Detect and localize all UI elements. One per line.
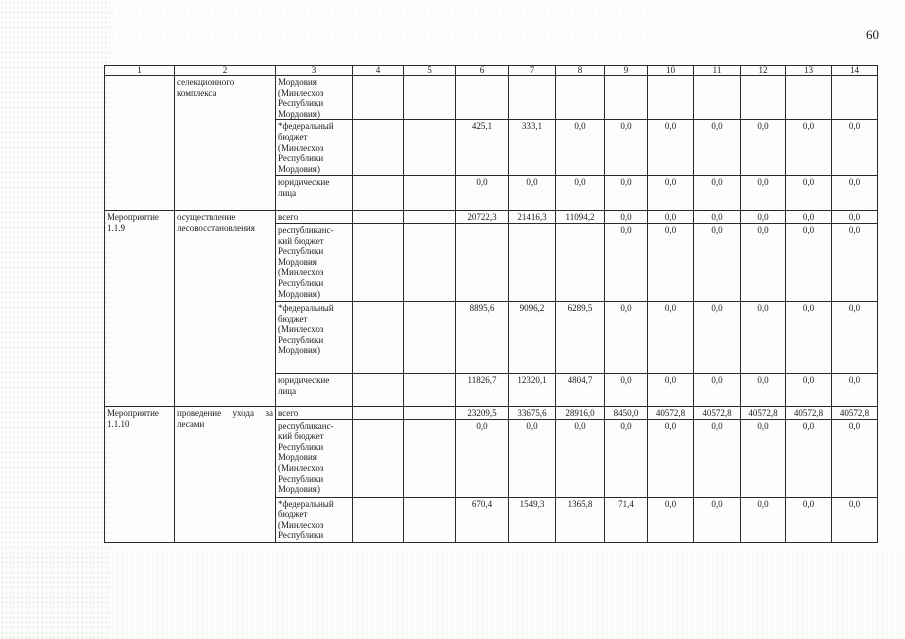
value-cell-col-5: [404, 301, 456, 373]
value-cell-col-11: 40572,8: [694, 406, 741, 419]
column-number-14: 14: [832, 66, 878, 76]
funding-source-cell: всего: [276, 211, 353, 224]
value-cell-col-10: [648, 76, 694, 120]
value-cell-col-8: 6289,5: [556, 301, 605, 373]
value-cell-col-10: 0,0: [648, 120, 694, 176]
value-cell-col-5: [404, 373, 456, 406]
scan-noise-bottom: [0, 548, 905, 639]
value-cell-col-5: [404, 211, 456, 224]
value-cell-col-11: 0,0: [694, 211, 741, 224]
measure-id-cell: Мероприятие 1.1.10: [105, 406, 175, 542]
value-cell-col-8: 0,0: [556, 120, 605, 176]
table-row: [105, 211, 878, 224]
value-cell-col-11: [694, 76, 741, 120]
value-cell-col-8: 11094,2: [556, 211, 605, 224]
value-cell-col-4: [353, 301, 404, 373]
value-cell-col-13: 0,0: [786, 176, 832, 211]
value-cell-col-4: [353, 419, 404, 497]
value-cell-col-11: 0,0: [694, 497, 741, 542]
value-cell-col-13: 0,0: [786, 211, 832, 224]
value-cell-col-12: [741, 76, 786, 120]
value-cell-col-4: [353, 76, 404, 120]
value-cell-col-7: 333,1: [509, 120, 556, 176]
value-cell-col-9: [605, 76, 648, 120]
value-cell-col-10: 0,0: [648, 211, 694, 224]
column-number-10: 10: [648, 66, 694, 76]
value-cell-col-4: [353, 120, 404, 176]
value-cell-col-7: 9096,2: [509, 301, 556, 373]
value-cell-col-12: 0,0: [741, 223, 786, 301]
funding-source-cell: всего: [276, 406, 353, 419]
value-cell-col-14: 0,0: [832, 373, 878, 406]
scan-noise-top: [110, 0, 670, 60]
value-cell-col-6: 8895,6: [456, 301, 509, 373]
value-cell-col-14: 40572,8: [832, 406, 878, 419]
value-cell-col-5: [404, 419, 456, 497]
value-cell-col-14: 0,0: [832, 120, 878, 176]
value-cell-col-10: 0,0: [648, 223, 694, 301]
value-cell-col-9: 0,0: [605, 301, 648, 373]
value-cell-col-9: 0,0: [605, 223, 648, 301]
value-cell-col-5: [404, 223, 456, 301]
value-cell-col-5: [404, 406, 456, 419]
value-cell-col-12: 0,0: [741, 120, 786, 176]
value-cell-col-12: 0,0: [741, 497, 786, 542]
value-cell-col-8: 28916,0: [556, 406, 605, 419]
value-cell-col-12: 40572,8: [741, 406, 786, 419]
value-cell-col-7: 33675,6: [509, 406, 556, 419]
value-cell-col-9: 0,0: [605, 211, 648, 224]
value-cell-col-8: 1365,8: [556, 497, 605, 542]
value-cell-col-11: 0,0: [694, 223, 741, 301]
value-cell-col-14: 0,0: [832, 211, 878, 224]
funding-source-cell: юридические лица: [276, 176, 353, 211]
value-cell-col-13: [786, 76, 832, 120]
value-cell-col-10: 0,0: [648, 497, 694, 542]
value-cell-col-14: 0,0: [832, 497, 878, 542]
value-cell-col-8: 0,0: [556, 419, 605, 497]
value-cell-col-5: [404, 120, 456, 176]
value-cell-col-9: 71,4: [605, 497, 648, 542]
budget-table: [104, 65, 878, 543]
value-cell-col-6: 20722,3: [456, 211, 509, 224]
value-cell-col-8: 0,0: [556, 176, 605, 211]
value-cell-col-11: 0,0: [694, 419, 741, 497]
funding-source-cell: *федеральный бюджет (Минлесхоз Республики Мордовия): [276, 301, 353, 373]
column-number-12: 12: [741, 66, 786, 76]
funding-source-cell: юридические лица: [276, 373, 353, 406]
value-cell-col-11: 0,0: [694, 120, 741, 176]
column-number-3: 3: [276, 66, 353, 76]
column-number-13: 13: [786, 66, 832, 76]
value-cell-col-8: 4804,7: [556, 373, 605, 406]
value-cell-col-12: 0,0: [741, 301, 786, 373]
value-cell-col-6: 11826,7: [456, 373, 509, 406]
table-row: [105, 76, 878, 120]
value-cell-col-8: [556, 76, 605, 120]
value-cell-col-7: 0,0: [509, 419, 556, 497]
value-cell-col-10: 0,0: [648, 176, 694, 211]
column-number-5: 5: [404, 66, 456, 76]
column-number-row: [105, 66, 878, 76]
value-cell-col-4: [353, 373, 404, 406]
value-cell-col-6: 425,1: [456, 120, 509, 176]
value-cell-col-4: [353, 497, 404, 542]
value-cell-col-12: 0,0: [741, 419, 786, 497]
value-cell-col-4: [353, 211, 404, 224]
value-cell-col-6: 0,0: [456, 419, 509, 497]
value-cell-col-14: [832, 76, 878, 120]
column-number-6: 6: [456, 66, 509, 76]
table-row: [105, 406, 878, 419]
column-number-11: 11: [694, 66, 741, 76]
funding-source-cell: *федеральный бюджет (Минлесхоз Республики: [276, 497, 353, 542]
value-cell-col-13: 40572,8: [786, 406, 832, 419]
value-cell-col-14: 0,0: [832, 176, 878, 211]
measure-name-cell: проведение ухода за лесами: [175, 406, 276, 542]
value-cell-col-10: 0,0: [648, 301, 694, 373]
funding-source-cell: республиканс- кий бюджет Республики Мордовия (Минлесхоз Республики Мордовия): [276, 419, 353, 497]
value-cell-col-7: [509, 223, 556, 301]
value-cell-col-11: 0,0: [694, 301, 741, 373]
value-cell-col-5: [404, 497, 456, 542]
value-cell-col-8: [556, 223, 605, 301]
column-number-7: 7: [509, 66, 556, 76]
value-cell-col-6: [456, 76, 509, 120]
value-cell-col-14: 0,0: [832, 301, 878, 373]
value-cell-col-9: 0,0: [605, 373, 648, 406]
value-cell-col-12: 0,0: [741, 373, 786, 406]
value-cell-col-10: 0,0: [648, 419, 694, 497]
value-cell-col-11: 0,0: [694, 373, 741, 406]
value-cell-col-5: [404, 176, 456, 211]
value-cell-col-4: [353, 176, 404, 211]
column-number-1: 1: [105, 66, 175, 76]
value-cell-col-7: 1549,3: [509, 497, 556, 542]
value-cell-col-13: 0,0: [786, 301, 832, 373]
value-cell-col-9: 0,0: [605, 120, 648, 176]
value-cell-col-11: 0,0: [694, 176, 741, 211]
measure-name-cell: осуществление лесовосстановления: [175, 211, 276, 407]
value-cell-col-13: 0,0: [786, 419, 832, 497]
value-cell-col-14: 0,0: [832, 419, 878, 497]
value-cell-col-9: 8450,0: [605, 406, 648, 419]
column-number-2: 2: [175, 66, 276, 76]
column-number-4: 4: [353, 66, 404, 76]
table-body: [105, 66, 878, 543]
value-cell-col-13: 0,0: [786, 223, 832, 301]
value-cell-col-12: 0,0: [741, 176, 786, 211]
value-cell-col-6: 0,0: [456, 176, 509, 211]
value-cell-col-14: 0,0: [832, 223, 878, 301]
value-cell-col-13: 0,0: [786, 497, 832, 542]
measure-id-cell: [105, 76, 175, 211]
funding-source-cell: *федеральный бюджет (Минлесхоз Республики Мордовия): [276, 120, 353, 176]
value-cell-col-7: 21416,3: [509, 211, 556, 224]
value-cell-col-10: 40572,8: [648, 406, 694, 419]
value-cell-col-4: [353, 223, 404, 301]
value-cell-col-13: 0,0: [786, 373, 832, 406]
value-cell-col-6: 670,4: [456, 497, 509, 542]
value-cell-col-7: 12320,1: [509, 373, 556, 406]
value-cell-col-9: 0,0: [605, 419, 648, 497]
value-cell-col-13: 0,0: [786, 120, 832, 176]
measure-id-cell: Мероприятие 1.1.9: [105, 211, 175, 407]
funding-source-cell: Мордовия (Минлесхоз Республики Мордовия): [276, 76, 353, 120]
page-number: 60: [866, 27, 879, 42]
scan-noise-left: [0, 0, 110, 639]
funding-source-cell: республиканс- кий бюджет Республики Мордовия (Минлесхоз Республики Мордовия): [276, 223, 353, 301]
value-cell-col-7: [509, 76, 556, 120]
column-number-8: 8: [556, 66, 605, 76]
value-cell-col-12: 0,0: [741, 211, 786, 224]
value-cell-col-7: 0,0: [509, 176, 556, 211]
value-cell-col-6: 23209,5: [456, 406, 509, 419]
value-cell-col-6: [456, 223, 509, 301]
value-cell-col-5: [404, 76, 456, 120]
column-number-9: 9: [605, 66, 648, 76]
value-cell-col-9: 0,0: [605, 176, 648, 211]
measure-name-cell: селекционного комплекса: [175, 76, 276, 211]
value-cell-col-10: 0,0: [648, 373, 694, 406]
value-cell-col-4: [353, 406, 404, 419]
